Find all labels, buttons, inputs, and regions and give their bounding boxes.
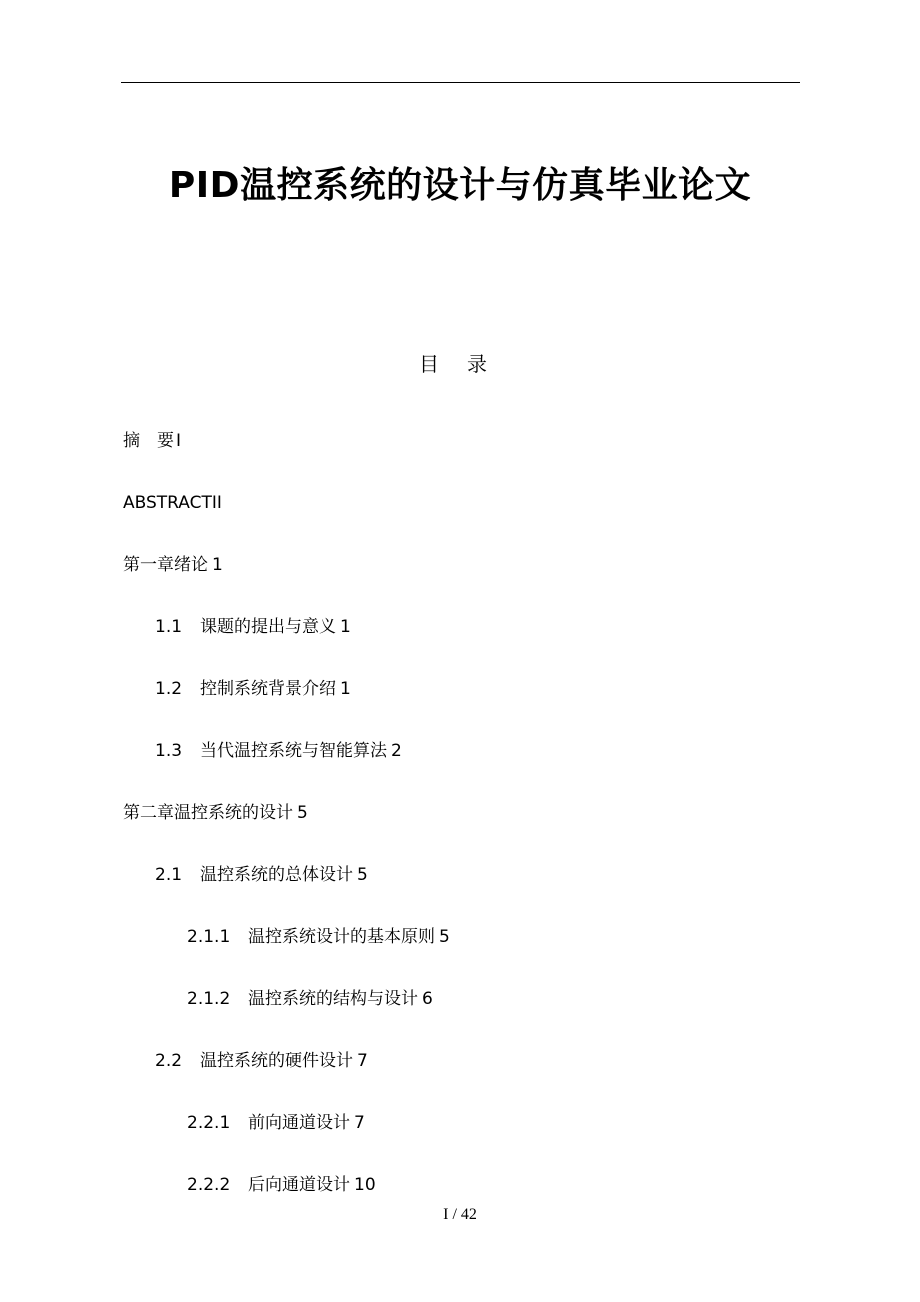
- toc-entry-page: 10: [354, 1175, 376, 1195]
- toc-entry-label: 温控系统设计的基本原则: [248, 927, 435, 947]
- toc-entry-number: 2.2.2: [187, 1175, 231, 1195]
- toc-entry-number: 1.3: [155, 741, 183, 761]
- toc-entry-page: 2: [391, 741, 402, 761]
- toc-entry-number: 1.1: [155, 617, 183, 637]
- toc-entry-section-1-2[interactable]: [155, 676, 351, 702]
- toc-entry-label: 第一章绪论: [123, 555, 208, 575]
- toc-entry-section-2-2-2[interactable]: [187, 1172, 376, 1198]
- toc-entry-label: ABSTRACT: [123, 493, 212, 513]
- toc-entry-page: 7: [354, 1113, 365, 1133]
- toc-entry-label: 前向通道设计: [248, 1113, 350, 1133]
- toc-entry-page: II: [211, 493, 222, 513]
- toc-entry-page: 5: [357, 865, 368, 885]
- toc-entry-label: 温控系统的总体设计: [200, 865, 353, 885]
- toc-heading: 目录: [419, 352, 515, 376]
- toc-entry-page: 5: [439, 927, 450, 947]
- toc-entry-section-2-1-1[interactable]: [187, 924, 450, 950]
- toc-entry-label: 第二章温控系统的设计: [123, 803, 293, 823]
- toc-entry-number: 2.2: [155, 1051, 183, 1071]
- toc-entry-chapter-2[interactable]: [123, 800, 308, 826]
- toc-entry-section-2-2-1[interactable]: [187, 1110, 365, 1136]
- toc-entry-section-1-3[interactable]: [155, 738, 402, 764]
- toc-entry-page: I: [176, 431, 182, 451]
- toc-entry-number: 2.1: [155, 865, 183, 885]
- toc-entry-chapter-1[interactable]: [123, 552, 223, 578]
- toc-entry-page: 6: [422, 989, 433, 1009]
- toc-entry-number: 2.2.1: [187, 1113, 231, 1133]
- toc-entry-page: 1: [340, 617, 351, 637]
- document-title: PID温控系统的设计与仿真毕业论文: [168, 165, 752, 206]
- toc-entry-label: 后向通道设计: [248, 1175, 350, 1195]
- page-number-footer: I / 42: [443, 1206, 477, 1223]
- toc-entry-number: 1.2: [155, 679, 183, 699]
- toc-entry-page: 7: [357, 1051, 368, 1071]
- toc-entry-label: 温控系统的结构与设计: [248, 989, 418, 1009]
- toc-entry-label: 课题的提出与意义: [200, 617, 336, 637]
- toc-entry-number: 2.1.1: [187, 927, 231, 947]
- toc-entry-label: 当代温控系统与智能算法: [200, 741, 387, 761]
- toc-entry-abstract-cn[interactable]: [123, 428, 181, 454]
- toc-entry-page: 5: [297, 803, 308, 823]
- toc-entry-page: 1: [212, 555, 223, 575]
- toc-entry-page: 1: [340, 679, 351, 699]
- toc-entry-number: 2.1.2: [187, 989, 231, 1009]
- toc-entry-section-1-1[interactable]: [155, 614, 351, 640]
- toc-entry-section-2-1[interactable]: [155, 862, 368, 888]
- toc-entry-label: 温控系统的硬件设计: [200, 1051, 353, 1071]
- toc-entry-abstract-en[interactable]: [123, 490, 222, 516]
- toc-entry-section-2-2[interactable]: [155, 1048, 368, 1074]
- toc-entry-label: 控制系统背景介绍: [200, 679, 336, 699]
- toc-entry-section-2-1-2[interactable]: [187, 986, 433, 1012]
- toc-entry-label: 摘 要: [123, 431, 174, 451]
